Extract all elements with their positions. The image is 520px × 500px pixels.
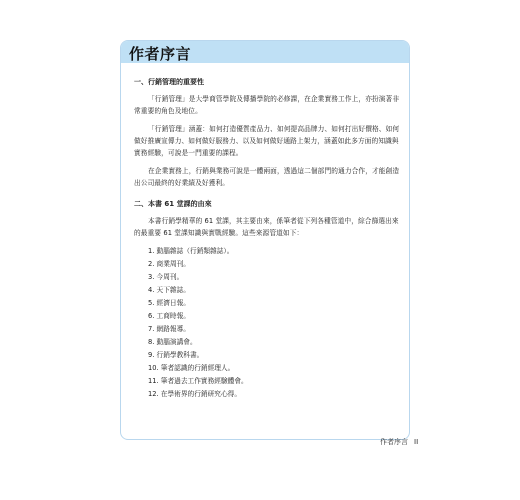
preface-frame [120, 40, 410, 440]
list-item: 10. 筆者認識的行銷經理人。 [148, 364, 235, 372]
section-heading: 一、行銷管理的重要性 [134, 78, 204, 86]
page-title: 作者序言 [129, 45, 192, 63]
paragraph: 「行銷管理」是大學商管學院及傳播學院的必修課，在企業實務工作上，亦扮演著非常重要的角色及地位。 [134, 95, 400, 115]
preface-content [134, 77, 404, 401]
source-list [134, 245, 404, 401]
paragraph: 「行銷管理」涵蓋：如何打造優質產品力、如何提高品牌力、如何打出好價格、如何做好推廣宣傳力、如何做好服務力、以及如何做好通路上架力，涵蓋如此多方面的知識與實務經驗，可說是一門重要的課程。 [134, 125, 400, 157]
title-bar [121, 41, 409, 63]
footer-label: 作者序言 [380, 438, 408, 446]
list-item: 6. 工商時報。 [148, 312, 190, 320]
page-footer [380, 437, 418, 447]
list-item: 9. 行銷學教科書。 [148, 351, 204, 359]
paragraph: 在企業實務上，行銷與業務可說是一體兩面，透過這二個部門的通力合作，才能創造出公司最終的好業績及好獲利。 [134, 167, 400, 187]
page-number: II [414, 438, 419, 446]
paragraph: 本書行銷學精華的 61 堂課，其主要由來，係筆者從下列各種管道中，綜合篩選出來的最重要 61 堂課知識與實戰經驗。這些來源管道如下： [134, 217, 399, 237]
section-heading: 二、本書 61 堂課的由來 [134, 200, 212, 208]
list-item: 7. 網路報導。 [148, 325, 190, 333]
list-item: 4. 天下雜誌。 [148, 286, 190, 294]
list-item: 1. 動腦雜誌（行銷類雜誌）。 [148, 247, 234, 255]
list-item: 2. 商業周刊。 [148, 260, 190, 268]
list-item: 12. 在學術界的行銷研究心得。 [148, 390, 242, 398]
list-item: 11. 筆者過去工作實務經驗體會。 [148, 377, 248, 385]
list-item: 8. 動腦演講會。 [148, 338, 197, 346]
list-item: 3. 今周刊。 [148, 273, 184, 281]
list-item: 5. 經濟日報。 [148, 299, 190, 307]
